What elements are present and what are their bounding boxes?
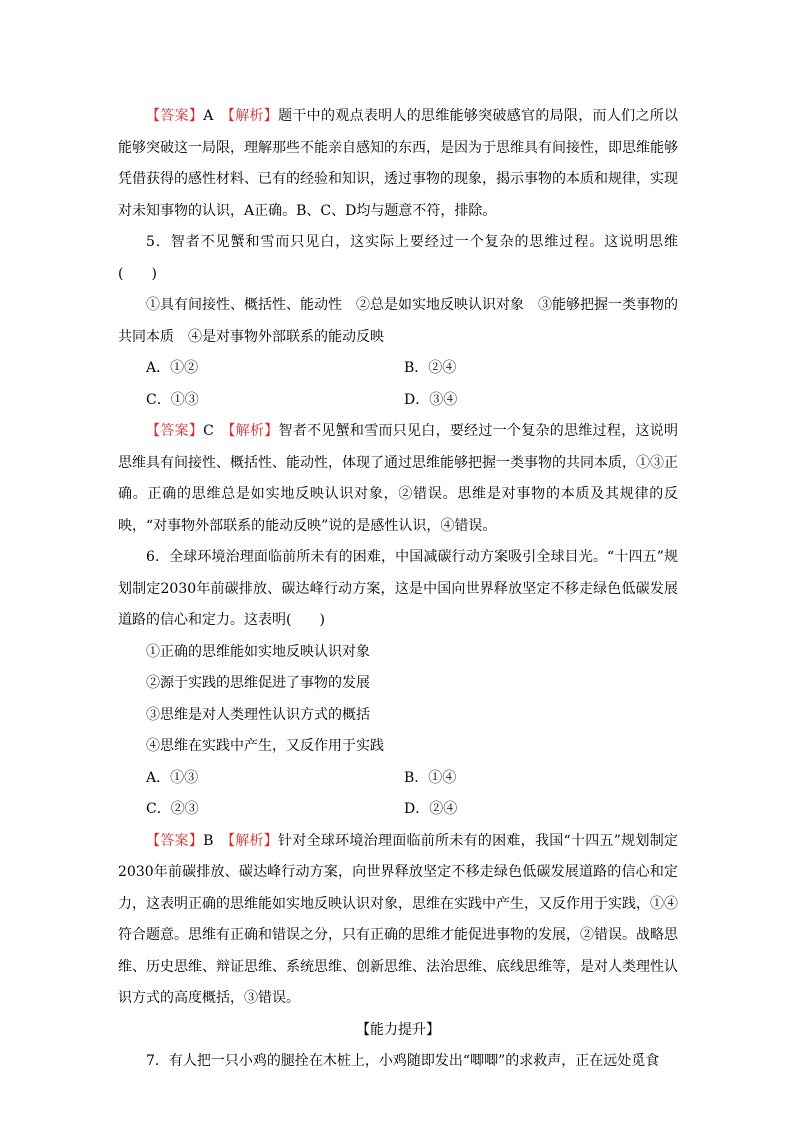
option-b[interactable]: B．①④ (404, 769, 457, 786)
option-a[interactable]: A．①③ (146, 769, 199, 786)
option-b[interactable]: B．②④ (404, 360, 457, 376)
answer-value: A (203, 108, 214, 124)
question-5-stem: 5．智者不见蟹和雪而只见白，这实际上要经过一个复杂的思维过程。这说明思维( ) (118, 234, 678, 282)
question-6-options-row-2 (118, 794, 678, 826)
question-7-stem: 7．有人把一只小鸡的腿拴在木桩上，小鸡随即发出“唧唧”的求救声，正在远处觅食 (146, 1053, 660, 1069)
answer-tag: 【答案】 (146, 108, 204, 124)
question-6-statement-2: ②源于实践的思维促进了事物的发展 (146, 675, 370, 691)
question-6-statement-1: ①正确的思维能如实地反映认识对象 (146, 643, 370, 660)
question-6-options-row-1 (118, 763, 678, 795)
answer-value: B (203, 832, 214, 849)
section-title: 【能力提升】 (356, 1021, 440, 1038)
analysis-tag: 【解析】 (227, 108, 279, 124)
answer-tag: 【答案】 (146, 832, 204, 849)
question-6-statement-4: ④思维在实践中产生，又反作用于实践 (146, 738, 384, 754)
analysis-tag: 【解析】 (228, 423, 279, 439)
question-6-stem: 6．全球环境治理面临前所未有的困难，中国减碳行动方案吸引全球目光。“十四五”规划制定2030年前碳排放、碳达峰行动方案，这是中国向世界释放坚定不移走绿色低碳发展道路的信心和定力。这表明( ) (118, 549, 678, 628)
analysis-text: 针对全球环境治理面临前所未有的困难，我国“十四五”规划制定2030年前碳排放、碳达峰行动方案，向世界释放坚定不移走绿色低碳发展道路的信心和定力，这表明正确的思维能如实地反映认识对象，思维在实践中产生，又反作用于实践，①④符合题意。思维有正确和错误之分，只有正确的思维才能促进事物的发展，②错误。战略思维、历史思维、辩证思维、系统思维、创新思维、法治思维、底线思维等，是对人类理性认识方式的高度概括，③错误。 (118, 832, 678, 1006)
option-c[interactable]: C．①③ (146, 391, 199, 408)
question-6-statement-3: ③思维是对人类理性认识方式的概括 (146, 706, 370, 723)
page-content (118, 101, 678, 1078)
analysis-text: 智者不见蟹和雪而只见白，要经过一个复杂的思维过程，这说明思维具有间接性、概括性、能动性，体现了通过思维能够把握一类事物的共同本质，①③正确。正确的思维总是如实地反映认识对象，②错误。思维是对事物的本质及其规律的反映，“对事物外部联系的能动反映”说的是感性认识，④错误。 (118, 423, 679, 534)
question-5-options-row-2 (118, 385, 678, 417)
analysis-text: 题干中的观点表明人的思维能够突破感官的局限，而人们之所以能够突破这一局限，理解那些不能亲自感知的东西，是因为于思维具有间接性，即思维能够凭借获得的感性材料、已有的经验和知识，透过事物的现象，揭示事物的本质和规律，实现对未知事物的认识，A正确。B、C、D均与题意不符，排除。 (118, 108, 679, 219)
option-d[interactable]: D．③④ (404, 391, 458, 408)
answer-analysis-block-5 (118, 416, 678, 542)
option-d[interactable]: D．②④ (404, 801, 458, 817)
answer-analysis-block-6 (118, 826, 678, 1015)
question-5-statements: ①具有间接性、概括性、能动性 ②总是如实地反映认识对象 ③能够把握一类事物的共同本质 ④是对事物外部联系的能动反映 (118, 297, 678, 345)
answer-value: C (203, 423, 214, 439)
question-5-options-row-1 (118, 353, 678, 385)
option-a[interactable]: A．①② (146, 360, 199, 376)
analysis-tag: 【解析】 (227, 832, 279, 849)
answer-tag: 【答案】 (146, 423, 204, 439)
answer-analysis-block-1 (118, 101, 678, 227)
option-c[interactable]: C．②③ (146, 801, 199, 817)
